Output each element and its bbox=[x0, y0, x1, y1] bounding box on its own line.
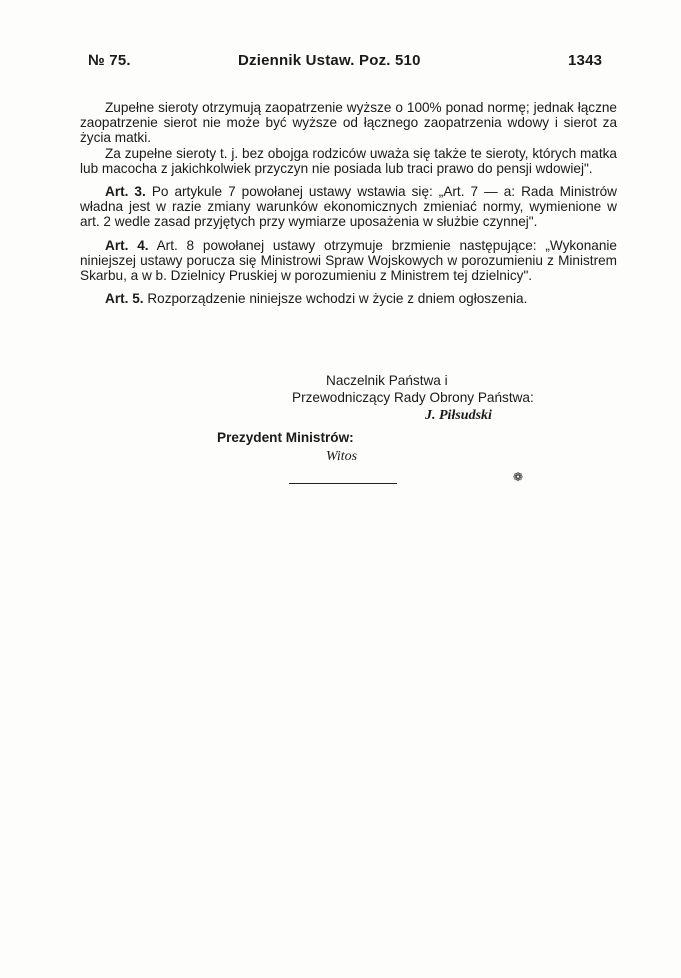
article-4 bbox=[80, 238, 617, 284]
document-body bbox=[80, 100, 617, 306]
closing-rule bbox=[289, 483, 397, 484]
ornament-icon: ❁ bbox=[513, 470, 524, 484]
article-5-label: Art. 5. bbox=[105, 291, 144, 307]
paragraph-orphans: Zupełne sieroty otrzymują zaopatrzenie wyższe o 100% ponad normę; jednak łączne zaopatrzenie sierot nie może być wyższe od łącznego zaopatrzenia wdowy i sierot za życia matki. bbox=[80, 100, 617, 146]
issue-number: № 75. bbox=[88, 52, 131, 69]
article-3 bbox=[80, 184, 617, 230]
article-3-label: Art. 3. bbox=[105, 184, 146, 200]
prime-minister-title: Prezydent Ministrów: bbox=[217, 430, 354, 445]
signature-pilsudski: J. Piłsudski bbox=[425, 408, 492, 423]
signature-title-line-2: Przewodniczący Rady Obrony Państwa: bbox=[292, 390, 534, 405]
article-3-text: Po artykule 7 powołanej ustawy wstawia się: „Art. 7 — a: Rada Ministrów władna jest w razie zmiany warunków ekonomicznych zmieniać normy, wymienione w art. 2 wedle zasad przyjętych przy wymiarze uposażenia w służbie czynnej". bbox=[80, 184, 617, 230]
article-5 bbox=[80, 291, 617, 306]
journal-title: Dziennik Ustaw. Poz. 510 bbox=[238, 52, 421, 69]
article-4-label: Art. 4. bbox=[105, 237, 149, 253]
signature-witos: Witos bbox=[326, 449, 358, 464]
page-number: 1343 bbox=[568, 52, 603, 69]
paragraph-full-orphans: Za zupełne sieroty t. j. bez obojga rodziców uważa się także te sieroty, których matka lub macocha z jakichkolwiek przyczyn nie posiada lub traci prawo do pensji wdowiej". bbox=[80, 145, 617, 176]
signature-title-line-1: Naczelnik Państwa i bbox=[326, 373, 448, 388]
article-4-text: Art. 8 powołanej ustawy otrzymuje brzmienie następujące: „Wykonanie niniejszej ustawy porucza się Ministrowi Spraw Wojskowych w porozumieniu z Ministrem Skarbu, a w b. Dzielnicy Pruskiej w porozumieniu z Ministrem tej dzielnicy". bbox=[80, 237, 617, 284]
article-5-text: Rozporządzenie niniejsze wchodzi w życie z dniem ogłoszenia. bbox=[147, 291, 528, 307]
